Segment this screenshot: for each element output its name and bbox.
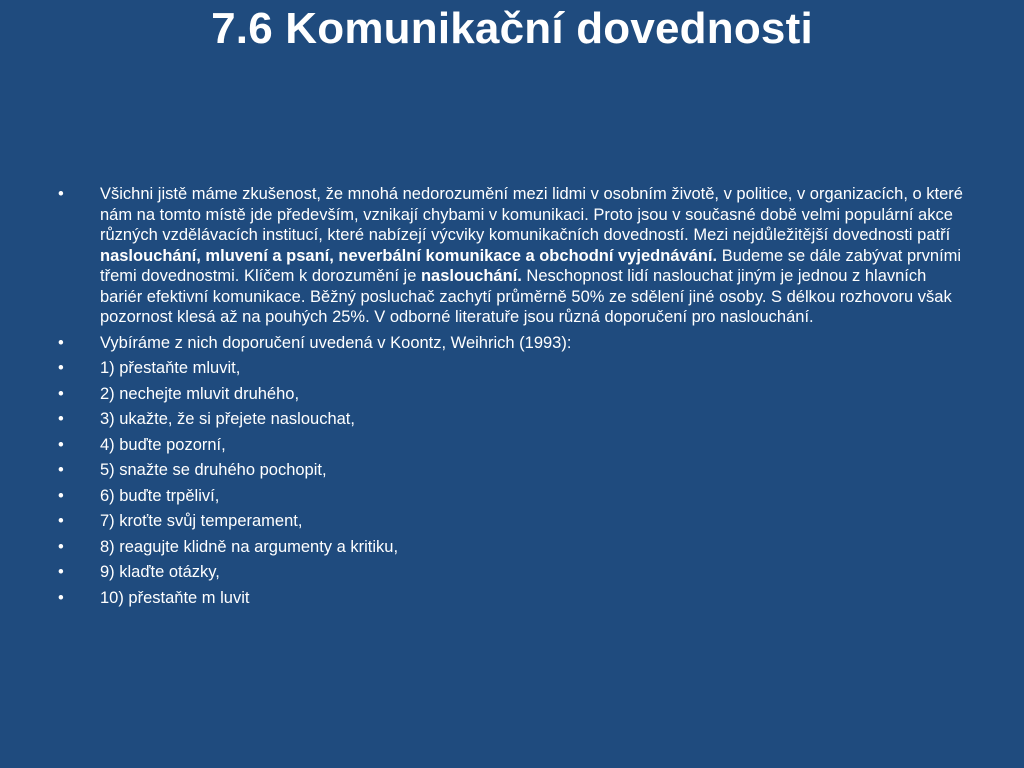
bullet-icon: • xyxy=(58,185,64,203)
list-item-text: 5) snažte se druhého pochopit, xyxy=(100,461,327,479)
intro-text-3: Neschopnost lidí naslouchat jiným je jednou z hlavních bariér efektivní komunikace. Běžný posluchač zachytí průměrně 50% ze sdělení jiné osoby. S délkou rozhovoru však pozornost klesá až na pouhých 25%. V odborné literatuře jsou různá doporučení pro naslouchání. xyxy=(100,267,952,326)
list-item-text: 6) buďte trpěliví, xyxy=(100,486,220,505)
list-item-text: 1) přestaňte mluvit, xyxy=(100,359,241,377)
list-item xyxy=(58,486,968,507)
bullet-icon: • xyxy=(58,461,64,479)
bullet-icon: • xyxy=(58,588,64,607)
bullet-icon: • xyxy=(58,333,64,352)
list-item xyxy=(58,409,968,430)
list-item xyxy=(58,460,968,481)
bullet-icon: • xyxy=(58,486,64,505)
list-item-text: 3) ukažte, že si přejete naslouchat, xyxy=(100,410,355,428)
list-item xyxy=(58,358,968,379)
list-item xyxy=(58,333,968,354)
intro-bold-1: naslouchání, mluvení a psaní, neverbální komunikace a obchodní vyjednávání. xyxy=(100,246,718,265)
bullet-list xyxy=(58,184,968,613)
bullet-icon: • xyxy=(58,384,64,403)
list-item-text: Vybíráme z nich doporučení uvedená v Koontz, Weihrich (1993): xyxy=(100,333,572,352)
list-item-intro xyxy=(58,184,968,328)
bullet-icon: • xyxy=(58,512,64,530)
list-item-text: 10) přestaňte m luvit xyxy=(100,588,250,607)
bullet-icon: • xyxy=(58,410,64,428)
list-item xyxy=(58,537,968,558)
bullet-icon: • xyxy=(58,435,64,454)
bullet-icon: • xyxy=(58,563,64,581)
intro-text-1: Všichni jistě máme zkušenost, že mnohá nedorozumění mezi lidmi v osobním životě, v politice, v organizacích, o které nám na tomto místě jde především, vznikají chybami v komunikaci. Proto jsou v současné době velmi populární akce různých vzdělávacích institucí, které nabízejí výcviky komunikačních dovedností. Mezi nejdůležitější dovednosti patří xyxy=(100,185,963,244)
bullet-icon: • xyxy=(58,537,64,556)
list-item xyxy=(58,384,968,405)
intro-bold-2: naslouchání. xyxy=(420,267,522,285)
bullet-icon: • xyxy=(58,359,64,377)
list-item xyxy=(58,511,968,532)
list-item xyxy=(58,588,968,609)
list-item-text: 4) buďte pozorní, xyxy=(100,435,226,454)
list-item-text: 8) reagujte klidně na argumenty a kritiku, xyxy=(100,537,399,556)
list-item-text: 7) kroťte svůj temperament, xyxy=(100,512,303,530)
list-item xyxy=(58,435,968,456)
list-item-text: 9) klaďte otázky, xyxy=(100,563,220,581)
slide-title: 7.6 Komunikační dovednosti xyxy=(211,4,813,53)
list-item-text: 2) nechejte mluvit druhého, xyxy=(100,384,300,403)
intro-text-2: Budeme se dále zabývat prvními třemi dovednostmi. Klíčem k dorozumění je xyxy=(100,246,962,285)
list-item xyxy=(58,562,968,583)
